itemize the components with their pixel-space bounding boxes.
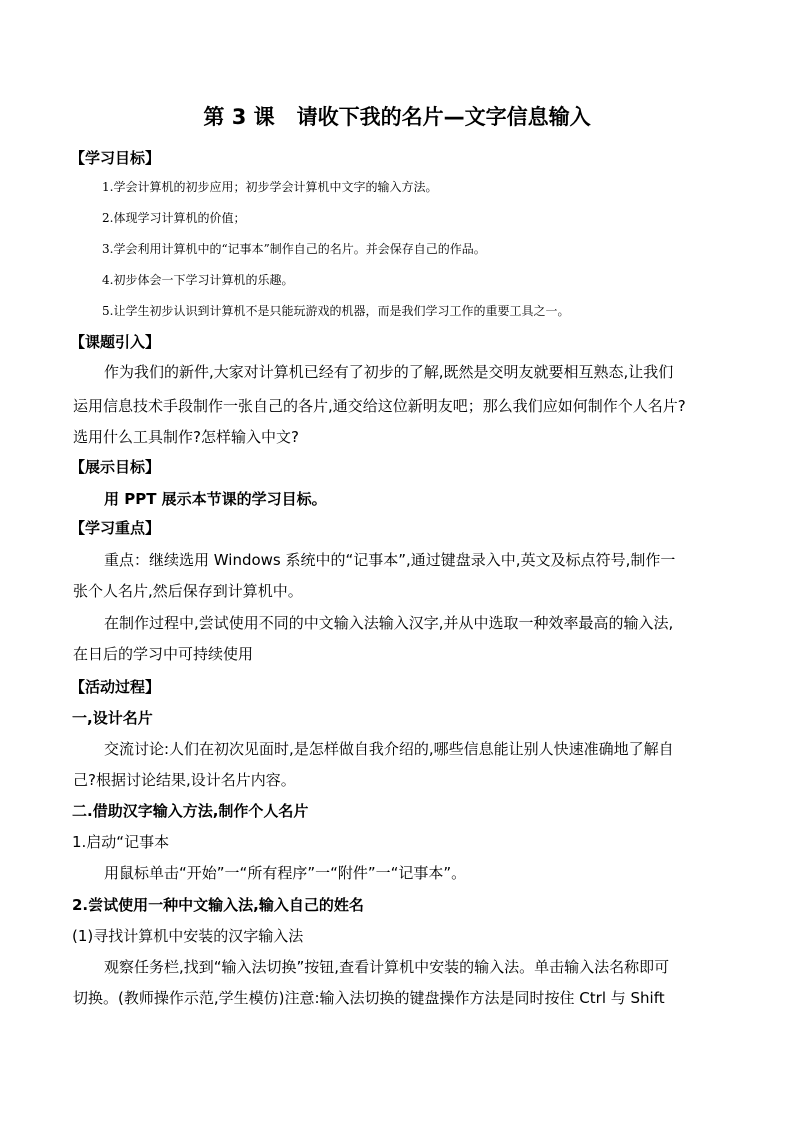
intro-heading: 【课题引入】	[70, 333, 161, 351]
section1-line: 己?根据讨论结果,设计名片内容。	[73, 771, 296, 789]
show-text: 用 PPT 展示本节课的学习目标。	[104, 490, 327, 508]
section1-title: 一,设计名片	[72, 709, 153, 727]
goal-item: 3.学会利用计算机中的“记事本”制作自己的名片。并会保存自己的作品。	[102, 242, 486, 256]
goals-heading: 【学习目标】	[70, 149, 161, 167]
step2-line: 切换。(教师操作示范,学生模仿)注意:输入法切换的键盘操作方法是同时按住 Ctrl 与 Shift	[73, 989, 665, 1007]
intro-line: 运用信息技术手段制作一张自己的各片,通交给这位新明友吧；那么我们应如何制作个人名片?	[73, 397, 686, 415]
goal-item: 2.体现学习计算机的价值；	[102, 211, 246, 225]
focus-line: 重点：继续选用 Windows 系统中的“记事本”,通过键盘录入中,英文及标点符号,制作一	[104, 551, 676, 569]
goal-item: 4.初步体会一下学习计算机的乐趣。	[102, 273, 294, 287]
intro-line: 选用什么工具制作?怎样输入中文?	[73, 428, 299, 446]
section1-line: 交流讨论:人们在初次见面时,是怎样做自我介绍的,哪些信息能让别人快速准确地了解自	[104, 740, 674, 758]
section2-title: 二.借助汉字输入方法,制作个人名片	[72, 802, 309, 820]
goal-item: 1.学会计算机的初步应用；初步学会计算机中文字的输入方法。	[102, 180, 438, 194]
show-heading: 【展示目标】	[70, 458, 161, 476]
step1-text: 用鼠标单击“开始”一“所有程序”一“附件”一“记事本”。	[104, 864, 467, 882]
focus-line: 在制作过程中,尝试使用不同的中文输入法输入汉字,并从中选取一种效率最高的输入法,	[104, 614, 674, 632]
intro-line: 作为我们的新件,大家对计算机已经有了初步的了解,既然是交明友就要相互熟态,让我们	[104, 363, 674, 381]
step2-sub: (1)寻找计算机中安装的汉字输入法	[72, 927, 304, 945]
focus-line: 在日后的学习中可持续使用	[73, 645, 254, 663]
step2-line: 观察任务栏,找到“输入法切换”按钮,查看计算机中安装的输入法。单击输入法名称即可	[104, 958, 670, 976]
focus-line: 张个人名片,然后保存到计算机中。	[73, 582, 303, 600]
goal-item: 5.让学生初步认识到计算机不是只能玩游戏的机器，而是我们学习工作的重要工具之一。	[102, 304, 570, 318]
process-heading: 【活动过程】	[70, 678, 161, 696]
step2-title: 2.尝试使用一种中文输入法,输入自己的姓名	[72, 896, 364, 914]
document-title: 第 3 课 请收下我的名片—文字信息输入	[203, 105, 591, 129]
focus-heading: 【学习重点】	[70, 519, 161, 537]
step1-title: 1.启动“记事本	[72, 833, 170, 851]
